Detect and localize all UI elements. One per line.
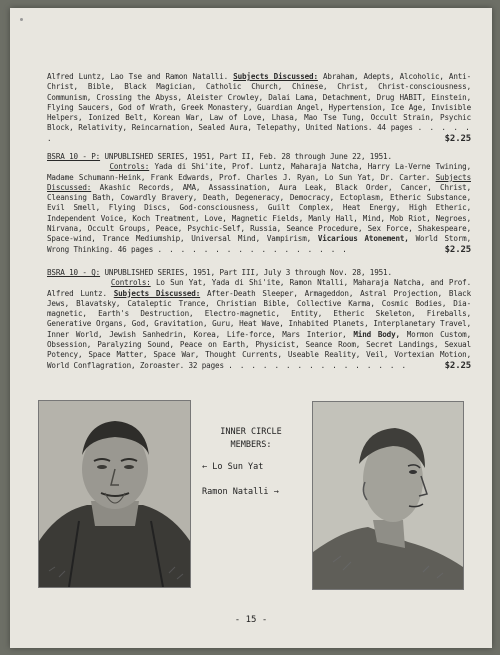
listing-code: BSRA 10 - P: xyxy=(47,152,101,161)
listing-block-bsra-10-q xyxy=(47,268,471,371)
bold-topic: Mind Body, xyxy=(353,329,400,339)
leader-dots: . . . . . . . . . . . . . . . . xyxy=(228,360,408,370)
speck xyxy=(20,18,23,21)
listing-text xyxy=(47,268,471,371)
caption-line: INNER CIRCLE xyxy=(220,427,282,437)
portrait-lo-sun-yat xyxy=(38,400,191,588)
controls-label: Controls: xyxy=(110,278,151,288)
subjects-list: Akashic Records, AMA, Assassination, Aura Leak, Black Order, Cancer, Christ, Cleansing Bath, Cowardly Bravery, Death, Degeneracy, Democracy, Ectoplasm, Etheric Substance, Evil Smell, Flying Discs, God-consciousness, Guilt Complex, Heat Energy, High Etheric, Independent Voice, Koch Treatment, Love, Magnetic Fields, Manly Hall, Mind, Mob Riot, Negroes, Nirvana, Occult Groups, Peace, Psychic-Self, Russia, Seance Procedure, Sex Force, Shakespeare, Space-wind, Trance Mediumship, Universal Mind, Vampirism, xyxy=(47,182,472,244)
portrait-ramon-natalli xyxy=(312,401,464,590)
series-title: UNPUBLISHED SERIES, 1951, Part II, Feb. 28 through June 22, 1951. xyxy=(104,152,392,161)
bold-topic: Vicarious Atonement, xyxy=(317,234,409,244)
price: $2.25 xyxy=(444,244,471,255)
subjects-list: Abraham, Adepts, Alcoholic, Anti-Christ, Bible, Black Magician, Catholic Church, Chinese, Christ, Christ-consciousness, Communism, Crossing the Abyss, Aleister Crowley, Dalai Lama, Detachment, Drug HABIT, Einstein, Flying Saucers, God of Wrath, Greek Monastery, Guardian Angel, Hypertension, Ice Age, Invisible Helpers, Ionized Belt, Korean War, Law of Love, Lhasa, Mao Tse Tung, Occult Strain, Psychic Block, Relativity, Reincarnation, Sealed Aura, Telepathy, United Nations. 44 pages xyxy=(47,72,472,133)
controls-list: Yada di Shi'ite, Prof. Luntz, Maharaja Natcha, Harry La-Verne Twining, Madame Schumann-Heink, Frank Edwards, Prof. Charles J. Ryan, Lo Sun Yat, Dr. Carter. xyxy=(47,162,471,182)
subjects-label: Subjects Discussed: xyxy=(233,72,318,81)
portrait-drawing xyxy=(313,402,463,589)
subjects-tail: Mormon Custom, Obsession, Paralyzing Sound, Peace on Earth, Physicist, Seance Room, Secret Landings, Sexual Potency, Space Matter, Space War, Thought Currents, Useable Reality, Veil, Vortexian Motion, World Conflagration, Zoroaster. 32 pages xyxy=(47,329,472,370)
caption-left-name: ← Lo Sun Yat xyxy=(202,462,264,472)
controls-label: Controls: xyxy=(109,162,150,172)
leader-dots: . . . . . . xyxy=(47,123,471,143)
listing-code: BSRA 10 - Q: xyxy=(47,268,101,277)
caption-title xyxy=(196,426,306,452)
listing-text xyxy=(47,72,471,144)
page-number: - 15 - xyxy=(234,615,268,625)
series-title: UNPUBLISHED SERIES, 1951, Part III, July 3 through Nov. 28, 1951. xyxy=(104,268,392,277)
subjects-label: Subjects Discussed: xyxy=(47,172,471,192)
subjects-label: Subjects Discussed: xyxy=(113,288,201,298)
portrait-drawing xyxy=(39,401,190,587)
caption-right-name: Ramon Natalli → xyxy=(202,487,279,497)
controls-list: Lo Sun Yat, Yada di Shi'ite, Ramon Ntalli, Maharaja Natcha, and Prof. Alfred Luntz. xyxy=(47,278,472,298)
listing-intro: Alfred Luntz, Lao Tse and Ramon Natalli. xyxy=(47,72,229,81)
caption-line: MEMBERS: xyxy=(230,440,272,450)
price: $2.25 xyxy=(444,360,471,371)
catalog-page xyxy=(10,8,492,648)
listing-block-continued xyxy=(47,72,471,144)
listing-block-bsra-10-p xyxy=(47,152,471,255)
leader-dots: . . . . . . . . . . . . . . . . . xyxy=(157,244,349,254)
subjects-list: After-Death Sleeper, Armageddon, Astral Projection, Black Jews, Blavatsky, Cataleptic Trance, Christian Bible, Collective Karma, Cosmic Bodies, Dia-magnetic, Earth's Destruction, Electro-magnetic, Entity, Etheric Skeleton, Fireballs, Generative Organs, God, Gravitation, Guru, Heat Wave, Inhabited Planets, Interplanetary Travel, Inner World, Jewish Sanhedrin, Korea, Life-force, Mars Interior, xyxy=(47,288,472,339)
price: $2.25 xyxy=(444,133,471,144)
listing-text xyxy=(47,152,471,255)
subjects-tail: World Storm, Wrong Thinking. 46 pages xyxy=(47,234,472,254)
